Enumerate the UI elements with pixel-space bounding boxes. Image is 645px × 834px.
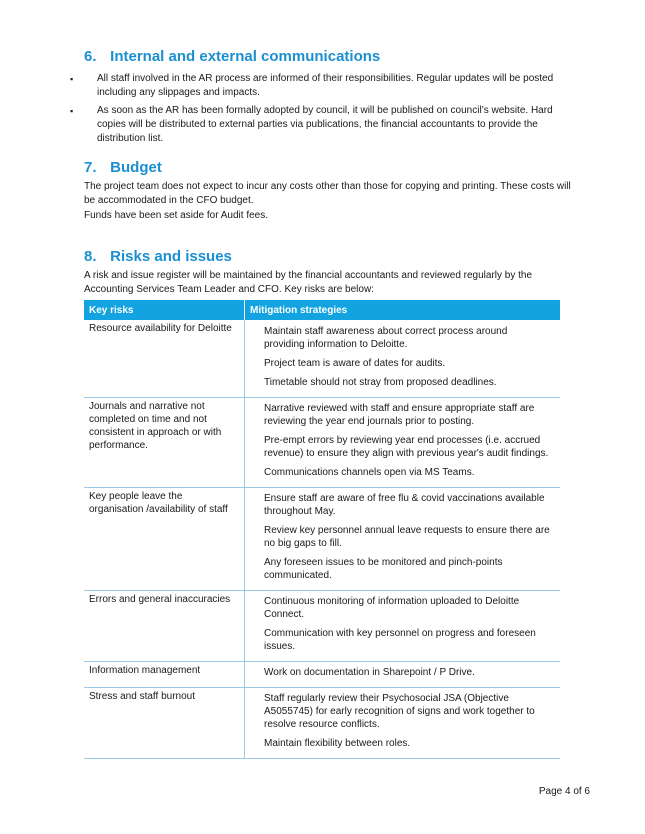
risks-table bbox=[84, 300, 560, 759]
risk-cell: Resource availability for Deloitte bbox=[84, 320, 245, 398]
bullet-text: As soon as the AR has been formally adopted by council, it will be published on council’s website. Hard copies will be distributed to external parties via publications, the financial accountants to provide the distribution list. bbox=[97, 105, 553, 144]
table-row bbox=[84, 398, 560, 488]
table-row bbox=[84, 688, 560, 759]
strategies-cell bbox=[245, 662, 561, 688]
table-row bbox=[84, 488, 560, 591]
strategy-text: Review key personnel annual leave requests to ensure there are no big gaps to fill. bbox=[264, 525, 550, 549]
budget-paragraph: The project team does not expect to incur any costs other than those for copying and printing. These costs will be accommodated in the CFO budget. bbox=[84, 181, 571, 206]
section-8-number: 8. bbox=[84, 248, 97, 265]
table-row bbox=[84, 591, 560, 662]
strategy-text: Communication with key personnel on progress and foreseen issues. bbox=[264, 628, 536, 652]
page-number: Page 4 of 6 bbox=[538, 786, 590, 797]
section-7-heading bbox=[84, 159, 162, 176]
strategies-cell bbox=[245, 591, 561, 662]
strategy-text: Maintain staff awareness about correct process around providing information to Deloitte. bbox=[264, 326, 508, 350]
header-mitigation-strategies: Mitigation strategies bbox=[245, 300, 561, 320]
table-row bbox=[84, 320, 560, 398]
bullet-text: All staff involved in the AR process are informed of their responsibilities. Regular updates will be posted including any slippages and impacts. bbox=[97, 73, 554, 98]
budget-paragraph: Funds have been set aside for Audit fees. bbox=[84, 210, 269, 221]
strategy-text: Project team is aware of dates for audits. bbox=[264, 358, 446, 369]
risk-cell: Journals and narrative not completed on time and not consistent in approach or with performance. bbox=[84, 398, 245, 488]
strategy-text: Any foreseen issues to be monitored and pinch-points communicated. bbox=[264, 557, 503, 581]
bullet-square-icon: ▪ bbox=[70, 106, 74, 116]
risk-cell: Stress and staff burnout bbox=[84, 688, 245, 759]
strategy-text: Staff regularly review their Psychosocial JSA (Objective A5055745) for early recognition of signs and work together to resolve resource conflicts. bbox=[264, 693, 535, 730]
table-row bbox=[84, 662, 560, 688]
strategy-text: Pre-empt errors by reviewing year end processes (i.e. accrued revenue) to ensure they align with previous year's audit findings. bbox=[264, 435, 549, 459]
strategy-text: Work on documentation in Sharepoint / P Drive. bbox=[264, 667, 475, 678]
strategy-text: Timetable should not stray from proposed deadlines. bbox=[264, 377, 497, 388]
header-key-risks: Key risks bbox=[84, 300, 245, 320]
section-8-title: Risks and issues bbox=[110, 248, 232, 265]
risks-intro: A risk and issue register will be maintained by the financial accountants and reviewed regularly by the Accounting Services Team Leader and CFO. Key risks are below: bbox=[84, 270, 533, 295]
strategies-cell bbox=[245, 688, 561, 759]
section-8-heading bbox=[84, 248, 232, 265]
section-6-number: 6. bbox=[84, 48, 97, 65]
section-6-title: Internal and external communications bbox=[110, 48, 381, 65]
strategy-text: Ensure staff are aware of free flu & covid vaccinations available throughout May. bbox=[264, 493, 545, 517]
section-7-number: 7. bbox=[84, 159, 97, 176]
strategy-text: Continuous monitoring of information uploaded to Deloitte Connect. bbox=[264, 596, 520, 620]
risk-cell: Key people leave the organisation /availability of staff bbox=[84, 488, 245, 591]
section-7-title: Budget bbox=[110, 159, 162, 176]
risk-cell: Information management bbox=[84, 662, 245, 688]
strategies-cell bbox=[245, 320, 561, 398]
section-6-heading bbox=[84, 48, 380, 65]
risk-cell: Errors and general inaccuracies bbox=[84, 591, 245, 662]
bullet-square-icon: ▪ bbox=[70, 74, 74, 84]
strategy-text: Communications channels open via MS Teams. bbox=[264, 467, 475, 478]
strategies-cell bbox=[245, 398, 561, 488]
strategy-text: Narrative reviewed with staff and ensure appropriate staff are reviewing the year end journals prior to posting. bbox=[264, 403, 535, 427]
table-header-row bbox=[84, 300, 560, 320]
strategy-text: Maintain flexibility between roles. bbox=[264, 738, 411, 749]
strategies-cell bbox=[245, 488, 561, 591]
